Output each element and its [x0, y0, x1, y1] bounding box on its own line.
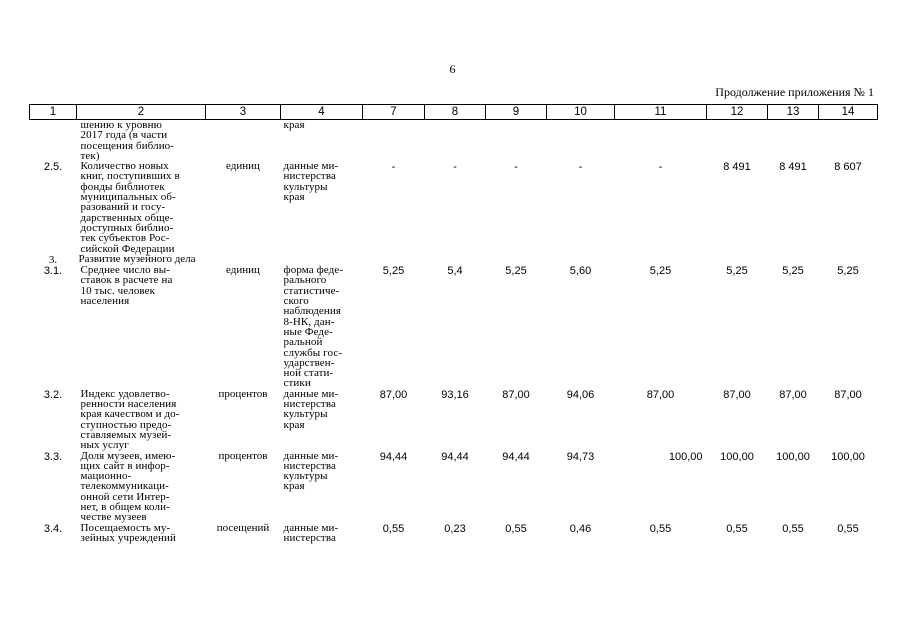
- section-title: Развитие музейного дела: [78, 252, 196, 265]
- text-line: тек): [80, 149, 100, 162]
- row-number: [30, 120, 77, 162]
- value-cell: -: [391, 161, 396, 174]
- table-row: [30, 523, 878, 544]
- text-line: зейных учреждений: [80, 531, 176, 544]
- text-line: края: [283, 418, 305, 431]
- unit: единиц: [226, 160, 260, 173]
- text-line: дарственных обще-: [80, 211, 174, 224]
- text-line: культуры: [283, 408, 328, 421]
- header-cell: 13: [768, 105, 819, 120]
- text-line: данные ми-: [283, 387, 339, 400]
- value-cell: -: [514, 161, 518, 174]
- header-cell: 2: [77, 105, 206, 120]
- unit: процентов: [218, 449, 268, 462]
- text-line: данные ми-: [283, 449, 339, 462]
- text-line: стики: [283, 377, 311, 390]
- value-cell: 94,44: [502, 450, 530, 463]
- section-number: 3.: [48, 253, 58, 266]
- table-row: [30, 120, 878, 162]
- indicators-table: [29, 104, 878, 543]
- value-cell: 87,00: [723, 388, 751, 401]
- value-cell: 94,06: [566, 388, 595, 401]
- value-cell: 0,55: [837, 522, 859, 535]
- text-line: нет, в общем коли-: [80, 500, 170, 513]
- value-cell: 5,25: [505, 265, 527, 278]
- value-cell: 87,00: [646, 388, 675, 401]
- value-cell: 8 491: [779, 161, 807, 174]
- data-source: [281, 451, 363, 523]
- text-line: шению к уровню: [80, 119, 162, 131]
- value-cell: 0,55: [382, 522, 405, 535]
- text-line: фонды библиотек: [80, 180, 165, 193]
- data-source: [281, 389, 363, 451]
- value-cell: 5,4: [447, 265, 463, 278]
- text-line: культуры: [283, 180, 328, 193]
- value-cell: 100,00: [720, 450, 754, 463]
- text-line: Количество новых: [80, 160, 169, 173]
- text-line: ренности населения: [80, 398, 177, 411]
- text-line: 2017 года (в части: [80, 129, 168, 142]
- text-line: края качеством и до-: [80, 408, 180, 421]
- value-cell: 87,00: [779, 388, 807, 401]
- text-line: Среднее число вы-: [80, 264, 171, 277]
- value-cell: 100,00: [668, 450, 703, 463]
- data-source: [281, 120, 363, 162]
- value-cell: 0,55: [782, 522, 804, 535]
- value-cell: 5,25: [382, 265, 405, 278]
- row-number: 3.2.: [43, 388, 63, 401]
- unit: единиц: [226, 264, 260, 277]
- table-row: [30, 389, 878, 451]
- text-line: честве музеев: [80, 511, 147, 524]
- value-cell: 8 607: [834, 161, 862, 174]
- text-line: нистерства: [283, 398, 336, 411]
- indicator-name: [77, 523, 206, 544]
- unit: процентов: [218, 387, 268, 400]
- text-line: службы гос-: [283, 346, 343, 359]
- table-row: [30, 161, 878, 254]
- value-cell: 94,73: [566, 450, 595, 463]
- value-cell: 8 491: [723, 161, 751, 174]
- text-line: наблюдения: [283, 305, 342, 318]
- text-line: 8-НК, дан-: [283, 315, 335, 328]
- data-source: [281, 265, 363, 389]
- table-row: [30, 451, 878, 523]
- text-line: онной сети Интер-: [80, 490, 170, 503]
- continuation-caption: Продолжение приложения № 1: [715, 85, 874, 99]
- text-line: нистерства: [283, 170, 336, 183]
- text-line: культуры: [283, 470, 328, 483]
- value-cell: 93,16: [441, 388, 469, 401]
- text-line: ных услуг: [80, 439, 129, 452]
- text-line: сийской Федерации: [80, 242, 175, 255]
- header-cell: 11: [615, 105, 707, 120]
- text-line: ральной: [283, 336, 323, 349]
- value-cell: 5,25: [649, 265, 672, 278]
- value-cell: 0,55: [649, 522, 672, 535]
- header-cell: 4: [281, 105, 363, 120]
- header-cell: 8: [425, 105, 486, 120]
- value-cell: 87,00: [834, 388, 862, 401]
- table-row: [30, 265, 878, 389]
- text-line: книг, поступивших в: [80, 170, 180, 183]
- text-line: посещения библио-: [80, 139, 175, 152]
- text-line: ударствен-: [283, 356, 335, 369]
- value-cell: 94,44: [379, 450, 408, 463]
- text-line: ского: [283, 295, 309, 308]
- text-line: мационно-: [80, 470, 132, 483]
- indicator-name: [77, 451, 206, 523]
- row-number: 2.5.: [43, 161, 63, 174]
- value-cell: 5,25: [782, 265, 804, 278]
- indicator-name: [77, 120, 206, 162]
- value-cell: 0,55: [726, 522, 748, 535]
- value-cell: 87,00: [502, 388, 530, 401]
- text-line: нистерства: [283, 531, 336, 544]
- value-cell: 5,60: [569, 265, 592, 278]
- text-line: доступных библио-: [80, 221, 174, 234]
- text-line: ные Феде-: [283, 325, 333, 338]
- text-line: населения: [80, 295, 130, 308]
- value-cell: -: [578, 161, 583, 174]
- value-cell: 5,25: [837, 265, 859, 278]
- text-line: данные ми-: [283, 160, 339, 173]
- text-line: форма феде-: [283, 264, 344, 277]
- text-line: разований и госу-: [80, 201, 166, 214]
- text-line: ступностью предо-: [80, 418, 172, 431]
- header-cell: 3: [206, 105, 281, 120]
- text-line: статистиче-: [283, 284, 340, 297]
- value-cell: 100,00: [776, 450, 810, 463]
- data-source: [281, 161, 363, 254]
- value-cell: 87,00: [379, 388, 408, 401]
- unit: посещений: [216, 521, 270, 534]
- header-cell: 1: [30, 105, 77, 120]
- value-cell: 0,23: [444, 522, 466, 535]
- indicator-name: [77, 389, 206, 451]
- text-line: муниципальных об-: [80, 191, 176, 204]
- text-line: Доля музеев, имею-: [80, 449, 176, 462]
- text-line: ставляемых музей-: [80, 428, 172, 441]
- text-line: ной стати-: [283, 367, 334, 380]
- text-line: края: [283, 119, 305, 131]
- row-number: 3.4.: [43, 522, 63, 535]
- indicator-name: [77, 161, 206, 254]
- text-line: края: [283, 480, 305, 493]
- header-cell: 9: [486, 105, 547, 120]
- text-line: телекоммуникаци-: [80, 480, 169, 493]
- text-line: рального: [283, 274, 327, 287]
- indicator-name: [77, 265, 206, 389]
- value-cell: 100,00: [831, 450, 865, 463]
- text-line: Посещаемость му-: [80, 521, 171, 534]
- value-cell: -: [453, 161, 457, 174]
- text-line: 10 тыс. человек: [80, 284, 156, 297]
- header-cell: 10: [547, 105, 615, 120]
- data-source: [281, 523, 363, 544]
- value-cell: 0,55: [505, 522, 527, 535]
- text-line: тек субъектов Рос-: [80, 232, 170, 245]
- header-cell: 7: [363, 105, 425, 120]
- text-line: Индекс удовлетво-: [80, 387, 170, 400]
- text-line: нистерства: [283, 459, 336, 472]
- value-cell: 94,44: [441, 450, 469, 463]
- header-cell: 14: [819, 105, 878, 120]
- text-line: щих сайт в инфор-: [80, 459, 170, 472]
- value-cell: -: [658, 161, 663, 174]
- header-cell: 12: [707, 105, 768, 120]
- text-line: ставок в расчете на: [80, 274, 173, 287]
- header-row: [30, 105, 878, 120]
- row-number: 3.1.: [43, 265, 63, 278]
- row-number: 3.3.: [43, 450, 63, 463]
- value-cell: 0,46: [569, 522, 592, 535]
- text-line: края: [283, 191, 305, 204]
- page-number: 6: [449, 62, 456, 76]
- value-cell: 5,25: [726, 265, 748, 278]
- text-line: данные ми-: [283, 521, 339, 534]
